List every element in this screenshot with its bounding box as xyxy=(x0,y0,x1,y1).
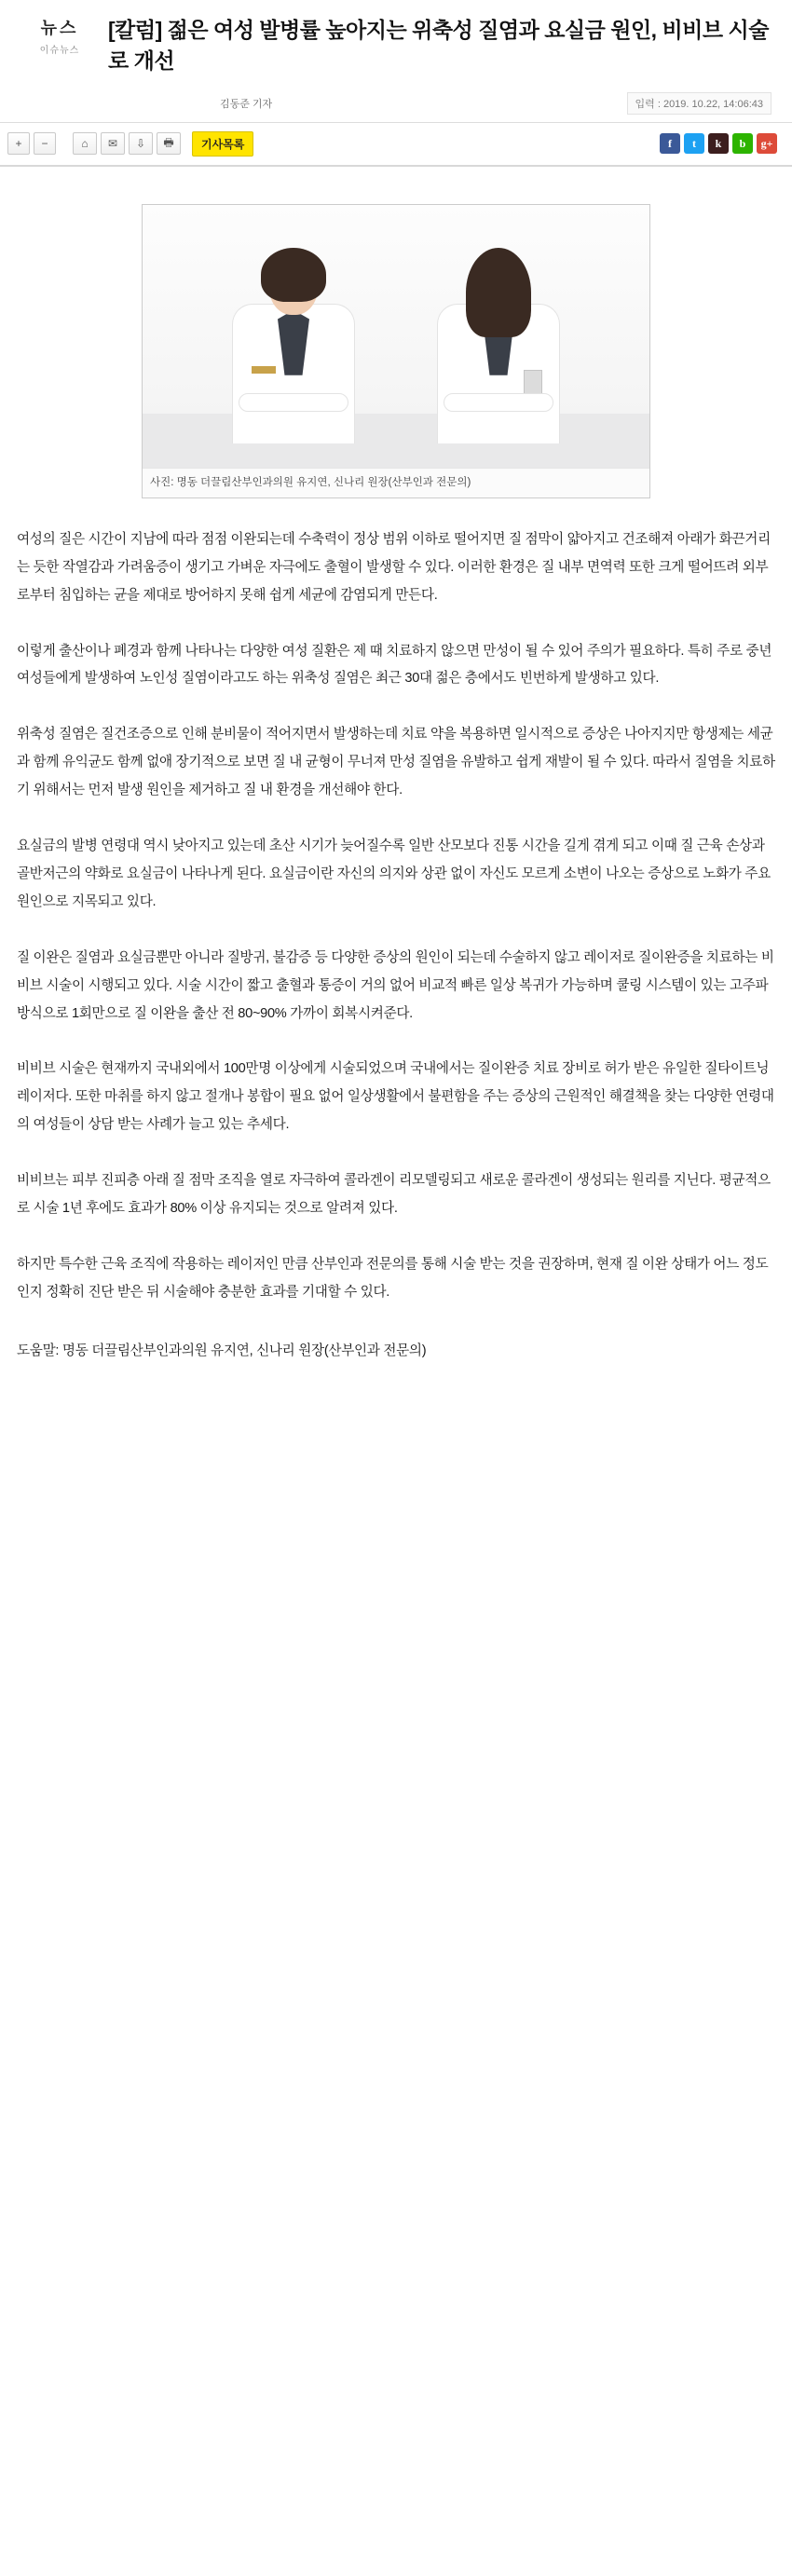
page-title: [칼럼] 젊은 여성 발병률 높아지는 위축성 질염과 요실금 원인, 비비브 시술로 개선 xyxy=(108,18,769,74)
doctor-left-hair xyxy=(261,248,326,302)
doctor-left-badge xyxy=(252,366,276,374)
article-source-note: 도움말: 명동 더끌림산부인과의원 유지연, 신나리 원장(산부인과 전문의) xyxy=(17,1343,427,1358)
reporter-byline: 김동준 기자 xyxy=(220,98,273,110)
article-figure xyxy=(142,204,650,498)
band-share-icon[interactable]: b xyxy=(732,133,753,154)
twitter-share-icon[interactable]: t xyxy=(684,133,704,154)
figure-caption: 사진: 명동 더끌림산부인과의원 유지연, 신나리 원장(산부인과 전문의) xyxy=(143,468,649,497)
download-icon[interactable]: ⇩ xyxy=(129,132,153,155)
article-paragraph: 질 이완은 질염과 요실금뿐만 아니라 질방귀, 불감증 등 다양한 증상의 원인이 되는데 수술하지 않고 레이저로 질이완증을 치료하는 비비브 시술이 시행되고 있다. 시술 시간이 짧고 출혈과 통증이 거의 없어 비교적 빠른 일상 복귀가 가능하며 쿨링 시스템이 있는 고주파 방식으로 1회만으로 질 이완을 출산 전 80~90% 가까이 회복시켜준다. xyxy=(17,949,774,1021)
doctors-photo xyxy=(143,205,649,468)
photo-floor xyxy=(143,414,649,468)
article-paragraph: 여성의 질은 시간이 지남에 따라 점점 이완되는데 수축력이 정상 범위 이하로 떨어지면 질 점막이 얇아지고 건조해져 아래가 화끈거리는 듯한 작열감과 가려움증이 생기고 가벼운 자극에도 출혈이 발생할 수 있다. 이러한 환경은 질 내부 면역력 또한 크게 떨어뜨려 외부로부터 침입하는 균을 제대로 방어하지 못해 쉽게 세균에 감염되게 만든다. xyxy=(17,531,771,603)
doctor-right-figure xyxy=(437,257,560,443)
doctor-right-arms xyxy=(444,393,553,412)
article-paragraph: 요실금의 발병 연령대 역시 낮아지고 있는데 초산 시기가 늦어질수록 일반 산모보다 진통 시간을 길게 겪게 되고 이때 질 근육 손상과 골반저근의 약화로 요실금이 나타나게 된다. 요실금이란 자신의 의지와 상관 없이 자신도 모르게 소변이 나오는 증상으로 노화가 주요 원인으로 지목되고 있다. xyxy=(17,838,771,909)
page-header xyxy=(0,0,792,123)
doctor-right-hair xyxy=(466,248,531,337)
site-logo-sub: 이슈뉴스 xyxy=(39,45,80,56)
article-list-button[interactable]: 기사목록 xyxy=(192,131,253,157)
byline-row xyxy=(108,92,775,115)
font-decrease-icon[interactable]: − xyxy=(34,132,56,155)
home-icon[interactable]: ⌂ xyxy=(73,132,97,155)
font-increase-icon[interactable]: + xyxy=(7,132,30,155)
site-logo[interactable] xyxy=(17,13,102,56)
article-paragraph: 비비브 시술은 현재까지 국내외에서 100만명 이상에게 시술되었으며 국내에서는 질이완증 치료 장비로 허가 받은 유일한 질타이트닝 레이저다. 또한 마취를 하지 않고 절개나 봉합이 필요 없어 일상생활에서 불편함을 주는 증상의 근원적인 해결책을 찾는 다양한 연령대의 여성들이 상담 받는 사례가 늘고 있는 추세다. xyxy=(17,1061,774,1133)
kakao-share-icon[interactable]: k xyxy=(708,133,729,154)
doctor-left-inner-top xyxy=(278,310,309,375)
doctor-right-id-card xyxy=(524,370,542,394)
doctor-right-head xyxy=(474,257,523,315)
publish-timestamp: 입력 : 2019. 10.22, 14:06:43 xyxy=(627,92,772,115)
article-body xyxy=(13,526,783,1365)
article-toolbar xyxy=(0,123,792,167)
article-content xyxy=(0,167,792,1387)
article-paragraph: 하지만 특수한 근육 조직에 작용하는 레이저인 만큼 산부인과 전문의를 통해 시술 받는 것을 권장하며, 현재 질 이완 상태가 어느 정도인지 정확히 진단 받은 뒤 시술해야 충분한 효과를 기대할 수 있다. xyxy=(17,1257,769,1300)
doctor-left-figure xyxy=(232,257,355,443)
doctor-left-arms xyxy=(239,393,348,412)
googleplus-share-icon[interactable]: g+ xyxy=(757,133,777,154)
doctor-left-coat xyxy=(232,304,355,443)
facebook-share-icon[interactable]: f xyxy=(660,133,680,154)
article-paragraph: 위축성 질염은 질건조증으로 인해 분비물이 적어지면서 발생하는데 치료 약을 복용하면 일시적으로 증상은 나아지지만 항생제는 세균과 함께 유익균도 함께 없애 장기적으로 보면 질 내 균형이 무너져 만성 질염을 유발하고 쉽게 재발이 될 수 있다. 따라서 질염을 치료하기 위해서는 먼저 발생 원인을 제거하고 질 내 환경을 개선해야 한다. xyxy=(17,727,775,798)
toolbar-left-group xyxy=(7,131,253,157)
article-paragraph: 이렇게 출산이나 폐경과 함께 나타나는 다양한 여성 질환은 제 때 치료하지 않으면 만성이 될 수 있어 주의가 필요하다. 특히 주로 중년 여성들에게 발생하여 노인성 질염이라고도 하는 위축성 질염은 최근 30대 젊은 층에서도 빈번하게 발생하고 있다. xyxy=(17,643,772,687)
toolbar-share-group xyxy=(660,133,777,154)
site-logo-main: 뉴스 xyxy=(40,19,79,37)
article-paragraph: 비비브는 피부 진피층 아래 질 점막 조직을 열로 자극하여 콜라겐이 리모델링되고 새로운 콜라겐이 생성되는 원리를 지닌다. 평균적으로 시술 1년 후에도 효과가 80% 이상 유지되는 것으로 알려져 있다. xyxy=(17,1173,771,1217)
mail-icon[interactable]: ✉ xyxy=(101,132,125,155)
doctor-left-head xyxy=(269,257,318,315)
print-icon[interactable]: 🖶 xyxy=(157,132,181,155)
headline-block xyxy=(102,13,775,115)
